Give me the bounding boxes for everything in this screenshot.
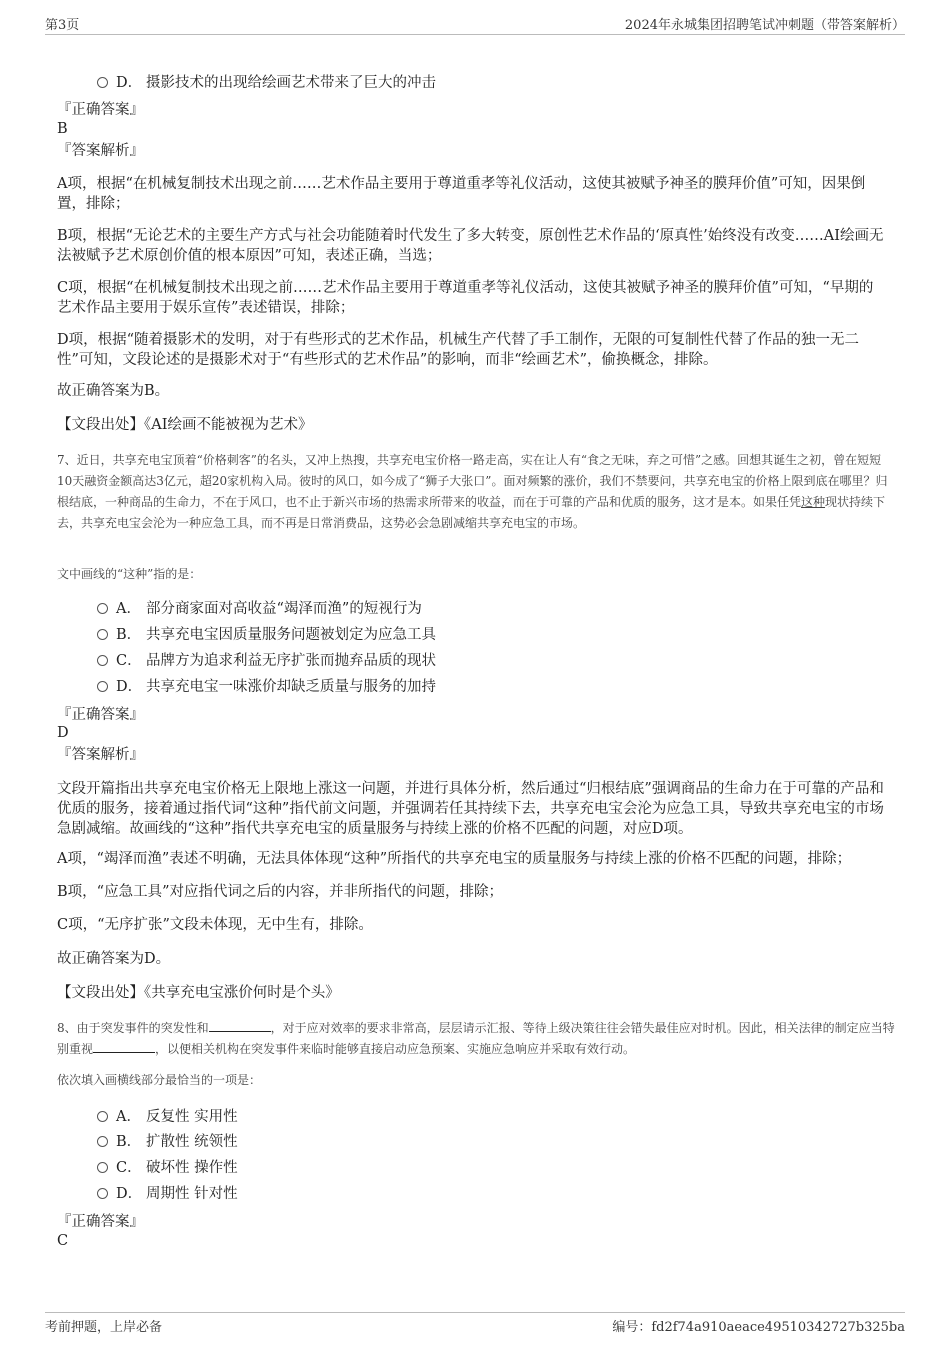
q6-answer-label: 『正确答案』 [57, 102, 144, 118]
q8-option-b[interactable]: B． 扩散性 统领性 [97, 1132, 238, 1152]
q7-answer-label: 『正确答案』 [57, 707, 144, 723]
q7-question: 文中画线的“这种”指的是： [57, 567, 202, 581]
document-id: 编号：fd2f74a910aeace49510342727b325ba [612, 1320, 905, 1335]
radio-icon[interactable] [97, 1162, 108, 1173]
q8-passage: 8、由于突发事件的突发性和 ，对于应对效率的要求非常高，层层请示汇报、等待上级决策往往会错失最佳应对时机。因此，相关法律的制定应当特别重视 ，以便相关机构在突发事件来临时能够直接启动应急预案、实施应急响应并采取有效行动。 [57, 1021, 895, 1056]
q6-analysis-d: D项，根据“随着摄影术的发明，对于有些形式的艺术作品，机械生产代替了手工制作，无限的可复制性代替了作品的独一无二性”可知，文段论述的是摄影术对于“有些形式的艺术作品”的影响，而非“绘画艺术”，偷换概念，排除。 [57, 332, 860, 368]
radio-icon[interactable] [97, 1188, 108, 1199]
q6-source: 【文段出处】《AI绘画不能被视为艺术》 [57, 417, 313, 433]
q6-answer: B [57, 121, 68, 137]
q6-analysis-c: C项，根据“在机械复制技术出现之前……艺术作品主要用于尊道重孝等礼仪活动，这使其被赋予神圣的膜拜价值”可知，“早期的艺术作品主要用于娱乐宣传”表述错误，排除； [57, 280, 874, 316]
underlined-term: 这种 [801, 495, 826, 509]
q7-conclusion: 故正确答案为D。 [57, 951, 171, 967]
radio-icon[interactable] [97, 1136, 108, 1147]
q7-passage: 7、近日，共享充电宝顶着“价格刺客”的名头，又冲上热搜，共享充电宝价格一路走高，实在让人有“食之无味，弃之可惜”之感。回想其诞生之初，曾在短短10天融资金额高达3亿元，超20家机构入局。彼时的风口，如今成了“狮子大张口”。面对频繁的涨价，我们不禁要问，共享充电宝的价格上限到底在哪里？归根结底，一种商品的生命力，不在于风口，也不止于新兴市场的热需求所带来的收益，而在于可靠的产品和优质的服务，这才是本。如果任凭这种现状持续下去，共享充电宝会沦为一种应急工具，而不再是日常消费品，这势必会急剧减缩共享充电宝的市场。 [57, 453, 888, 530]
page-header [45, 12, 905, 35]
radio-icon[interactable] [97, 629, 108, 640]
q7-analysis-c: C项，“无序扩张”文段未体现，无中生有，排除。 [57, 917, 373, 933]
q8-answer-label: 『正确答案』 [57, 1214, 144, 1230]
q7-analysis-main: 文段开篇指出共享充电宝价格无上限地上涨这一问题，并进行具体分析，然后通过“归根结底”强调商品的生命力在于可靠的产品和优质的服务，接着通过指代词“这种”指代前文问题，并强调若任其持续下去，共享充电宝会沦为应急工具，导致共享充电宝的市场急剧减缩。故画线的“这种”指代共享充电宝的质量服务与持续上涨的价格不匹配的问题，对应D项。 [57, 781, 884, 837]
q7-option-c[interactable]: C． 品牌方为追求利益无序扩张而抛弃品质的现状 [97, 651, 436, 671]
q6-analysis-label: 『答案解析』 [57, 143, 144, 159]
q7-answer: D [57, 725, 69, 741]
q7-analysis-a: A项，“竭泽而渔”表述不明确，无法具体体现“这种”所指代的共享充电宝的质量服务与持续上涨的价格不匹配的问题，排除； [57, 851, 852, 867]
q7-option-d[interactable]: D． 共享充电宝一味涨价却缺乏质量与服务的加持 [97, 677, 436, 697]
radio-icon[interactable] [97, 681, 108, 692]
q7-option-a[interactable]: A． 部分商家面对高收益“竭泽而渔”的短视行为 [97, 599, 422, 619]
q6-option-d[interactable]: D． 摄影技术的出现给绘画艺术带来了巨大的冲击 [97, 73, 436, 93]
document-title: 2024年永城集团招聘笔试冲刺题（带答案解析） [624, 18, 905, 33]
blank-line [93, 1040, 155, 1053]
footer-slogan: 考前押题，上岸必备 [45, 1320, 163, 1335]
q7-analysis-label: 『答案解析』 [57, 747, 144, 763]
q6-analysis-a: A项，根据“在机械复制技术出现之前……艺术作品主要用于尊道重孝等礼仪活动，这使其被赋予神圣的膜拜价值”可知，因果倒置，排除； [57, 176, 866, 212]
q7-source: 【文段出处】《共享充电宝涨价何时是个头》 [57, 985, 340, 1001]
q8-question: 依次填入画横线部分最恰当的一项是： [57, 1073, 262, 1087]
page-number: 第3页 [45, 18, 80, 33]
radio-icon[interactable] [97, 655, 108, 666]
blank-line [209, 1019, 271, 1032]
q6-conclusion: 故正确答案为B。 [57, 383, 170, 399]
q7-option-b[interactable]: B． 共享充电宝因质量服务问题被划定为应急工具 [97, 625, 436, 645]
q8-answer: C [57, 1233, 69, 1249]
q7-analysis-b: B项，“应急工具”对应指代词之后的内容，并非所指代的问题，排除； [57, 884, 503, 900]
radio-icon[interactable] [97, 603, 108, 614]
page-footer [45, 1312, 905, 1335]
q8-option-c[interactable]: C． 破坏性 操作性 [97, 1158, 238, 1178]
radio-icon[interactable] [97, 77, 108, 88]
q8-option-d[interactable]: D． 周期性 针对性 [97, 1184, 238, 1204]
q6-analysis-b: B项，根据“无论艺术的主要生产方式与社会功能随着时代发生了多大转变，原创性艺术作品的‘原真性’始终没有改变……AI绘画无法被赋予艺术原创价值的根本原因”可知，表述正确，当选； [57, 228, 884, 264]
q8-option-a[interactable]: A． 反复性 实用性 [97, 1107, 238, 1127]
radio-icon[interactable] [97, 1111, 108, 1122]
